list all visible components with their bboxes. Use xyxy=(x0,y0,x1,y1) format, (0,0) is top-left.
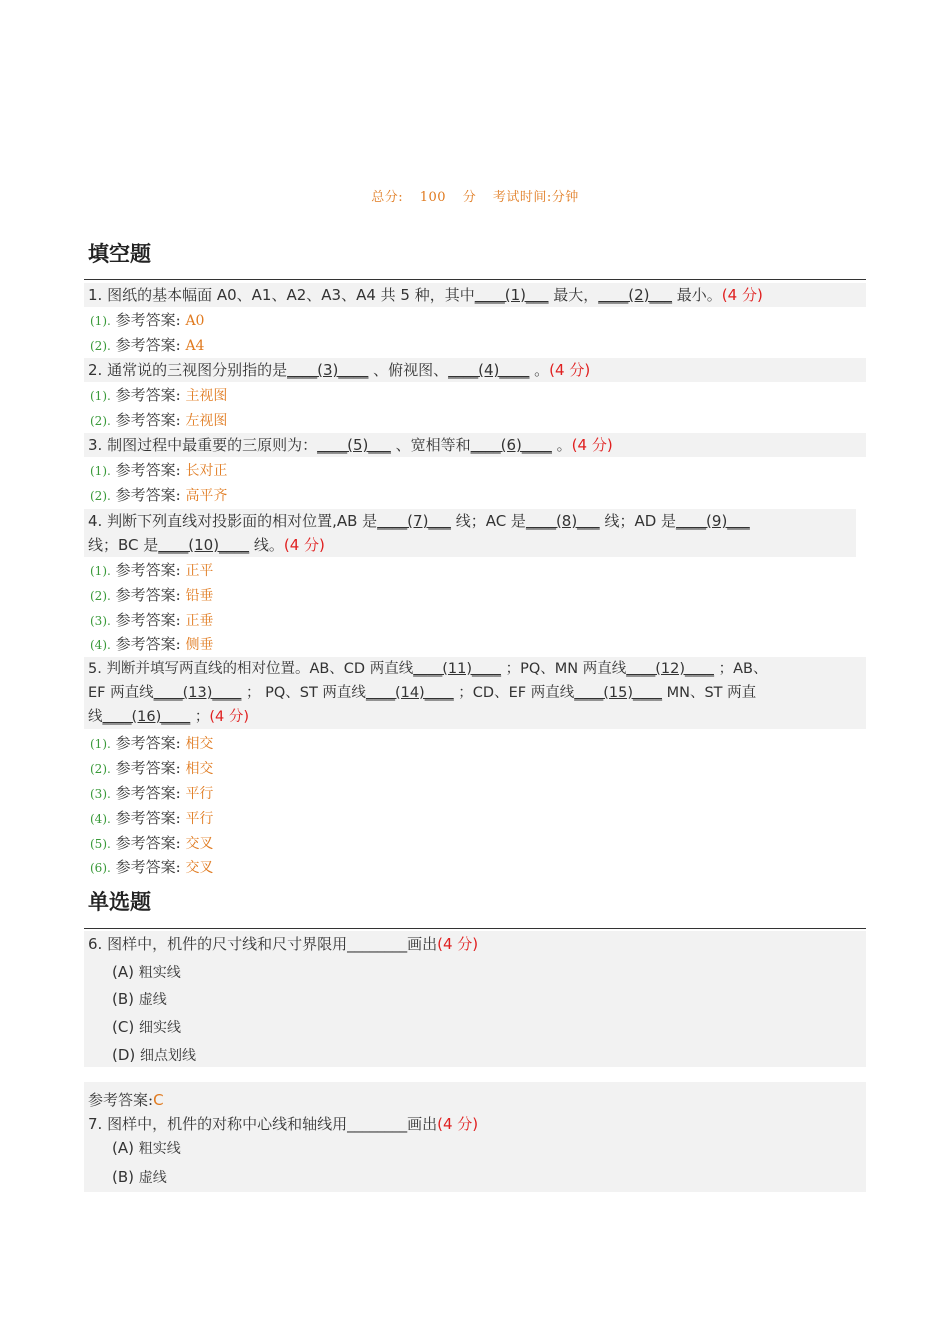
blank-2[interactable]: ____(2)___ xyxy=(598,286,673,304)
answer-row: (1). 参考答案: 主视图 xyxy=(90,386,228,404)
option-b[interactable]: (B) 虚线 xyxy=(112,990,167,1008)
blank-15[interactable]: ____(15)____ xyxy=(574,685,662,701)
answer-row: (3). 参考答案: 正垂 xyxy=(90,611,214,629)
question-4: 4. 判断下列直线对投影面的相对位置,AB 是____(7)___ 线；AC 是____(8)___ 线；AD 是____(9)___ 线；BC 是____(10)____ 线。(4 分) xyxy=(84,509,856,557)
blank-16[interactable]: ____(16)____ xyxy=(102,709,191,725)
answer-row: (5). 参考答案: 交叉 xyxy=(90,834,214,852)
answer-row: (1). 参考答案: 相交 xyxy=(90,734,214,752)
question-1: 1. 图纸的基本幅面 A0、A1、A2、A3、A4 共 5 种，其中____(1)___ 最大，____(2)___ 最小。(4 分) xyxy=(84,283,866,307)
section-divider xyxy=(84,279,866,280)
blank-7[interactable]: ____(7)___ xyxy=(377,512,451,530)
blank-13[interactable]: ____(13)____ xyxy=(153,685,242,701)
points: (4 分) xyxy=(283,536,325,554)
answer-row: (4). 参考答案: 侧垂 xyxy=(90,635,214,653)
answer-row: (1). 参考答案: 长对正 xyxy=(90,461,228,479)
points: (4 分) xyxy=(209,709,250,725)
blank-1[interactable]: ____(1)___ xyxy=(474,286,549,304)
option-a[interactable]: (A) 粗实线 xyxy=(112,1139,181,1157)
blank-8[interactable]: ____(8)___ xyxy=(525,512,600,530)
points: (4 分) xyxy=(721,286,763,304)
section-divider xyxy=(84,928,866,929)
section-title-fill: 填空题 xyxy=(88,241,151,266)
answer-row: (4). 参考答案: 平行 xyxy=(90,809,214,827)
answer-row: (2). 参考答案: 左视图 xyxy=(90,411,228,429)
blank-14[interactable]: ____(14)____ xyxy=(365,685,454,701)
blank-12[interactable]: ____(12)____ xyxy=(626,661,714,677)
answer-row: (1). 参考答案: 正平 xyxy=(90,561,214,579)
blank-9[interactable]: ____(9)___ xyxy=(676,512,750,530)
answer-row: (2). 参考答案: 相交 xyxy=(90,759,214,777)
points: (4 分) xyxy=(437,935,479,953)
points: (4 分) xyxy=(437,1115,479,1133)
question-7-box xyxy=(84,1082,866,1192)
answer-row: (2). 参考答案: 铅垂 xyxy=(90,586,214,604)
question-7: 7. 图样中，机件的对称中心线和轴线用________画出(4 分) xyxy=(88,1115,479,1133)
section-title-single: 单选题 xyxy=(88,889,151,914)
reference-answer: 参考答案:C xyxy=(88,1091,164,1109)
blank-10[interactable]: ____(10)____ xyxy=(158,536,250,554)
blank-6[interactable]: ____(6)____ xyxy=(470,436,552,454)
time-label: 考试时间:分钟 xyxy=(492,190,579,205)
option-b[interactable]: (B) 虚线 xyxy=(112,1168,167,1186)
option-c[interactable]: (C) 细实线 xyxy=(112,1018,181,1036)
points: (4 分) xyxy=(549,361,591,379)
option-a[interactable]: (A) 粗实线 xyxy=(112,963,181,981)
exam-summary xyxy=(0,186,950,205)
question-5: 5. 判断并填写两直线的相对位置。AB、CD 两直线____(11)____ ；PQ、MN 两直线____(12)____ ；AB、 EF 两直线____(13)____ ； PQ、ST 两直线____(14)____ ；CD、EF 两直线____(15)____ MN、ST 两直 线____(16)____ ；(4 分) xyxy=(84,657,866,729)
blank-11[interactable]: ____(11)____ xyxy=(413,661,501,677)
points: (4 分) xyxy=(571,436,613,454)
total-unit: 分 xyxy=(462,190,477,205)
option-d[interactable]: (D) 细点划线 xyxy=(112,1046,197,1064)
question-6: 6. 图样中，机件的尺寸线和尺寸界限用________画出(4 分) xyxy=(88,935,479,953)
blank-3[interactable]: ____(3)____ xyxy=(287,361,369,379)
answer-row: (1). 参考答案: A0 xyxy=(90,311,205,329)
total-label: 总分: xyxy=(371,190,404,205)
answer-row: (3). 参考答案: 平行 xyxy=(90,784,214,802)
answer-row: (2). 参考答案: A4 xyxy=(90,336,205,354)
question-2: 2. 通常说的三视图分别指的是____(3)____ 、俯视图、____(4)____ 。(4 分) xyxy=(84,358,866,382)
answer-row: (6). 参考答案: 交叉 xyxy=(90,858,214,876)
blank-4[interactable]: ____(4)____ xyxy=(448,361,530,379)
question-3: 3. 制图过程中最重要的三原则为：____(5)___ 、宽相等和____(6)____ 。(4 分) xyxy=(84,433,866,457)
answer-row: (2). 参考答案: 高平齐 xyxy=(90,486,228,504)
blank-5[interactable]: ____(5)___ xyxy=(317,436,391,454)
total-value: 100 xyxy=(419,190,447,205)
